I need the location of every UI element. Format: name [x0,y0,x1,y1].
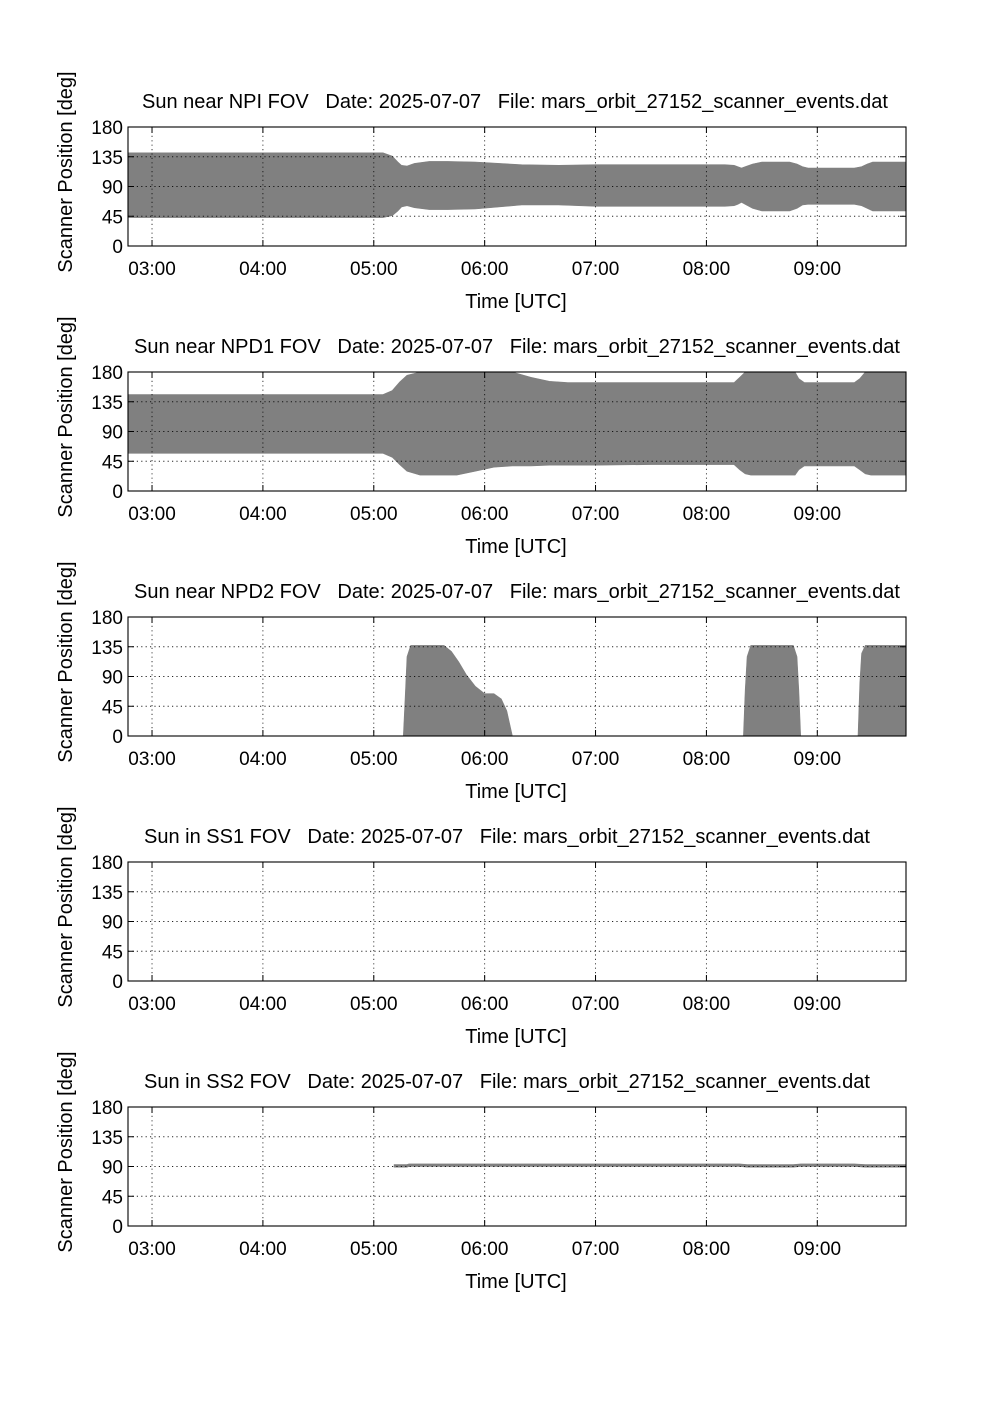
y-tick-label: 180 [91,118,123,139]
x-tick-label: 09:00 [793,994,842,1015]
x-tick-label: 04:00 [239,994,287,1015]
x-tick-label: 09:00 [793,1239,842,1260]
sun-band-npd2-2 [743,645,800,736]
x-tick-label: 03:00 [128,994,176,1015]
y-tick-label: 180 [91,853,123,874]
panel-npi [55,71,906,313]
y-tick-label: 90 [101,177,123,199]
x-tick-label: 06:00 [460,994,509,1015]
y-tick-label: 90 [101,422,123,444]
x-tick-label: 09:00 [793,504,842,525]
x-tick-label: 05:00 [350,749,398,770]
y-tick-label: 180 [91,1098,123,1119]
x-tick-label: 04:00 [239,749,287,770]
x-tick-label: 04:00 [239,504,287,525]
panel-ss1 [55,806,906,1048]
x-tick-label: 05:00 [350,504,398,525]
x-tick-label: 05:00 [350,994,398,1015]
x-tick-label: 07:00 [571,994,620,1015]
x-tick-label: 07:00 [571,504,620,525]
y-tick-label: 90 [101,912,123,934]
y-tick-label: 135 [91,637,123,659]
sun-band-npd2-1 [403,645,512,736]
y-tick-label: 90 [101,1157,123,1179]
plot-frame [128,862,906,981]
y-axis-label: Scanner Position [deg] [55,71,77,273]
x-axis-label: Time [UTC] [465,781,567,803]
y-tick-label: 0 [112,972,123,993]
y-tick-label: 135 [91,882,123,904]
y-tick-label: 45 [101,697,123,719]
y-axis-label: Scanner Position [deg] [55,561,77,763]
x-tick-label: 04:00 [239,259,287,280]
panel-npd2 [55,561,906,803]
y-axis-label: Scanner Position [deg] [55,806,77,1008]
y-tick-label: 0 [112,727,123,748]
x-tick-label: 08:00 [682,259,731,280]
x-tick-label: 05:00 [350,259,398,280]
y-tick-label: 0 [112,482,123,503]
y-axis-label: Scanner Position [deg] [55,316,77,518]
y-tick-label: 45 [101,1187,123,1209]
y-tick-label: 45 [101,942,123,964]
x-tick-label: 06:00 [460,1239,509,1260]
sun-band-ss2-1 [394,1164,906,1167]
y-tick-label: 45 [101,452,123,474]
x-tick-label: 05:00 [350,1239,398,1260]
sun-band-npd1-1 [128,372,906,475]
x-axis-label: Time [UTC] [465,536,567,558]
x-tick-label: 09:00 [793,749,842,770]
chart-title: Sun in SS1 FOV Date: 2025-07-07 File: mars_orbit_27152_scanner_events.dat [144,826,870,848]
y-tick-label: 0 [112,1217,123,1238]
x-tick-label: 07:00 [571,259,620,280]
y-tick-label: 135 [91,392,123,414]
x-tick-label: 08:00 [682,749,731,770]
x-tick-label: 08:00 [682,504,731,525]
y-tick-label: 135 [91,147,123,169]
chart-title: Sun near NPD1 FOV Date: 2025-07-07 File: mars_orbit_27152_scanner_events.dat [134,336,900,358]
y-tick-label: 0 [112,237,123,258]
x-tick-label: 06:00 [460,504,509,525]
x-axis-label: Time [UTC] [465,1026,567,1048]
x-tick-label: 07:00 [571,1239,620,1260]
chart-title: Sun in SS2 FOV Date: 2025-07-07 File: mars_orbit_27152_scanner_events.dat [144,1071,870,1093]
panel-ss2 [55,1051,906,1293]
y-tick-label: 45 [101,207,123,229]
x-tick-label: 03:00 [128,259,176,280]
sun-band-npd2-3 [858,645,906,736]
x-tick-label: 08:00 [682,994,731,1015]
y-tick-label: 180 [91,608,123,629]
x-tick-label: 03:00 [128,749,176,770]
y-tick-label: 135 [91,1127,123,1149]
chart-title: Sun near NPI FOV Date: 2025-07-07 File: mars_orbit_27152_scanner_events.dat [142,91,888,113]
panel-npd1 [55,316,906,558]
x-tick-label: 06:00 [460,259,509,280]
x-tick-label: 07:00 [571,749,620,770]
chart-title: Sun near NPD2 FOV Date: 2025-07-07 File: mars_orbit_27152_scanner_events.dat [134,581,900,603]
y-tick-label: 90 [101,667,123,689]
x-tick-label: 06:00 [460,749,509,770]
x-tick-label: 04:00 [239,1239,287,1260]
x-axis-label: Time [UTC] [465,291,567,313]
x-axis-label: Time [UTC] [465,1271,567,1293]
x-tick-label: 03:00 [128,504,176,525]
y-axis-label: Scanner Position [deg] [55,1051,77,1253]
x-tick-label: 09:00 [793,259,842,280]
sun-band-npi-1 [128,153,906,218]
x-tick-label: 03:00 [128,1239,176,1260]
x-tick-label: 08:00 [682,1239,731,1260]
y-tick-label: 180 [91,363,123,384]
